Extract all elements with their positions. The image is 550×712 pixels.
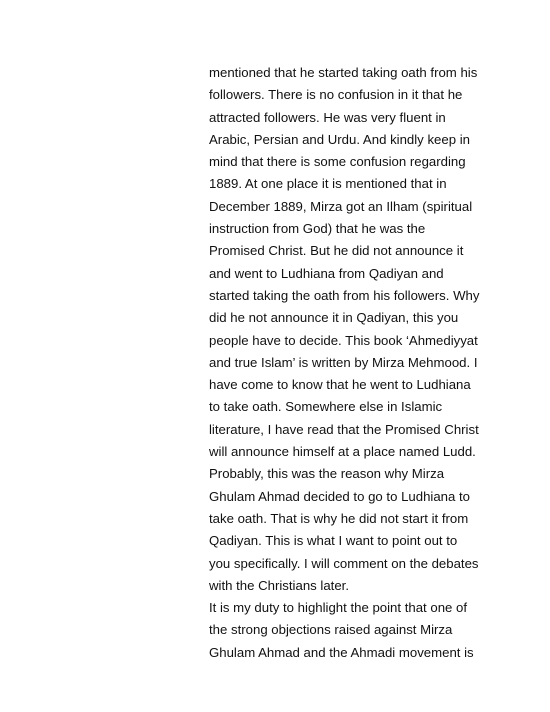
text-line: attracted followers. He was very fluent in: [209, 109, 446, 125]
text-line: Qadiyan. This is what I want to point out to: [209, 533, 458, 549]
text-line: and true Islam’ is written by Mirza Mehmood. I: [209, 354, 478, 370]
text-line: did he not announce it in Qadiyan, this you: [209, 310, 459, 326]
text-line: instruction from God) that he was the: [209, 221, 426, 237]
text-line: literature, I have read that the Promised Christ: [209, 421, 479, 437]
text-line: the strong objections raised against Mirza: [209, 622, 453, 638]
text-line: Promised Christ. But he did not announce it: [209, 243, 464, 259]
text-line: take oath. That is why he did not start it from: [209, 510, 469, 526]
text-line: to take oath. Somewhere else in Islamic: [209, 399, 443, 415]
text-line: started taking the oath from his followers. Why: [209, 287, 480, 303]
text-line: you specifically. I will comment on the debates: [209, 555, 479, 571]
text-line: will announce himself at a place named Ludd.: [209, 444, 476, 460]
text-line: and went to Ludhiana from Qadiyan and: [209, 265, 444, 281]
text-line: with the Christians later.: [209, 577, 349, 593]
text-line: Arabic, Persian and Urdu. And kindly keep in: [209, 131, 470, 147]
text-line: mentioned that he started taking oath from his: [209, 65, 478, 80]
text-line: mind that there is some confusion regarding: [209, 154, 466, 170]
body-text: [209, 62, 509, 664]
text-line: have come to know that he went to Ludhiana: [209, 377, 471, 393]
text-line: Probably, this was the reason why Mirza: [209, 466, 445, 482]
text-line: Ghulam Ahmad and the Ahmadi movement is: [209, 644, 474, 660]
text-line: 1889. At one place it is mentioned that in: [209, 176, 447, 192]
text-line: December 1889, Mirza got an Ilham (spiritual: [209, 198, 473, 214]
text-line: people have to decide. This book ‘Ahmediyyat: [209, 332, 478, 348]
text-line: It is my duty to highlight the point that one of: [209, 600, 468, 616]
text-line: Ghulam Ahmad decided to go to Ludhiana to: [209, 488, 471, 504]
text-line: followers. There is no confusion in it that he: [209, 87, 463, 103]
